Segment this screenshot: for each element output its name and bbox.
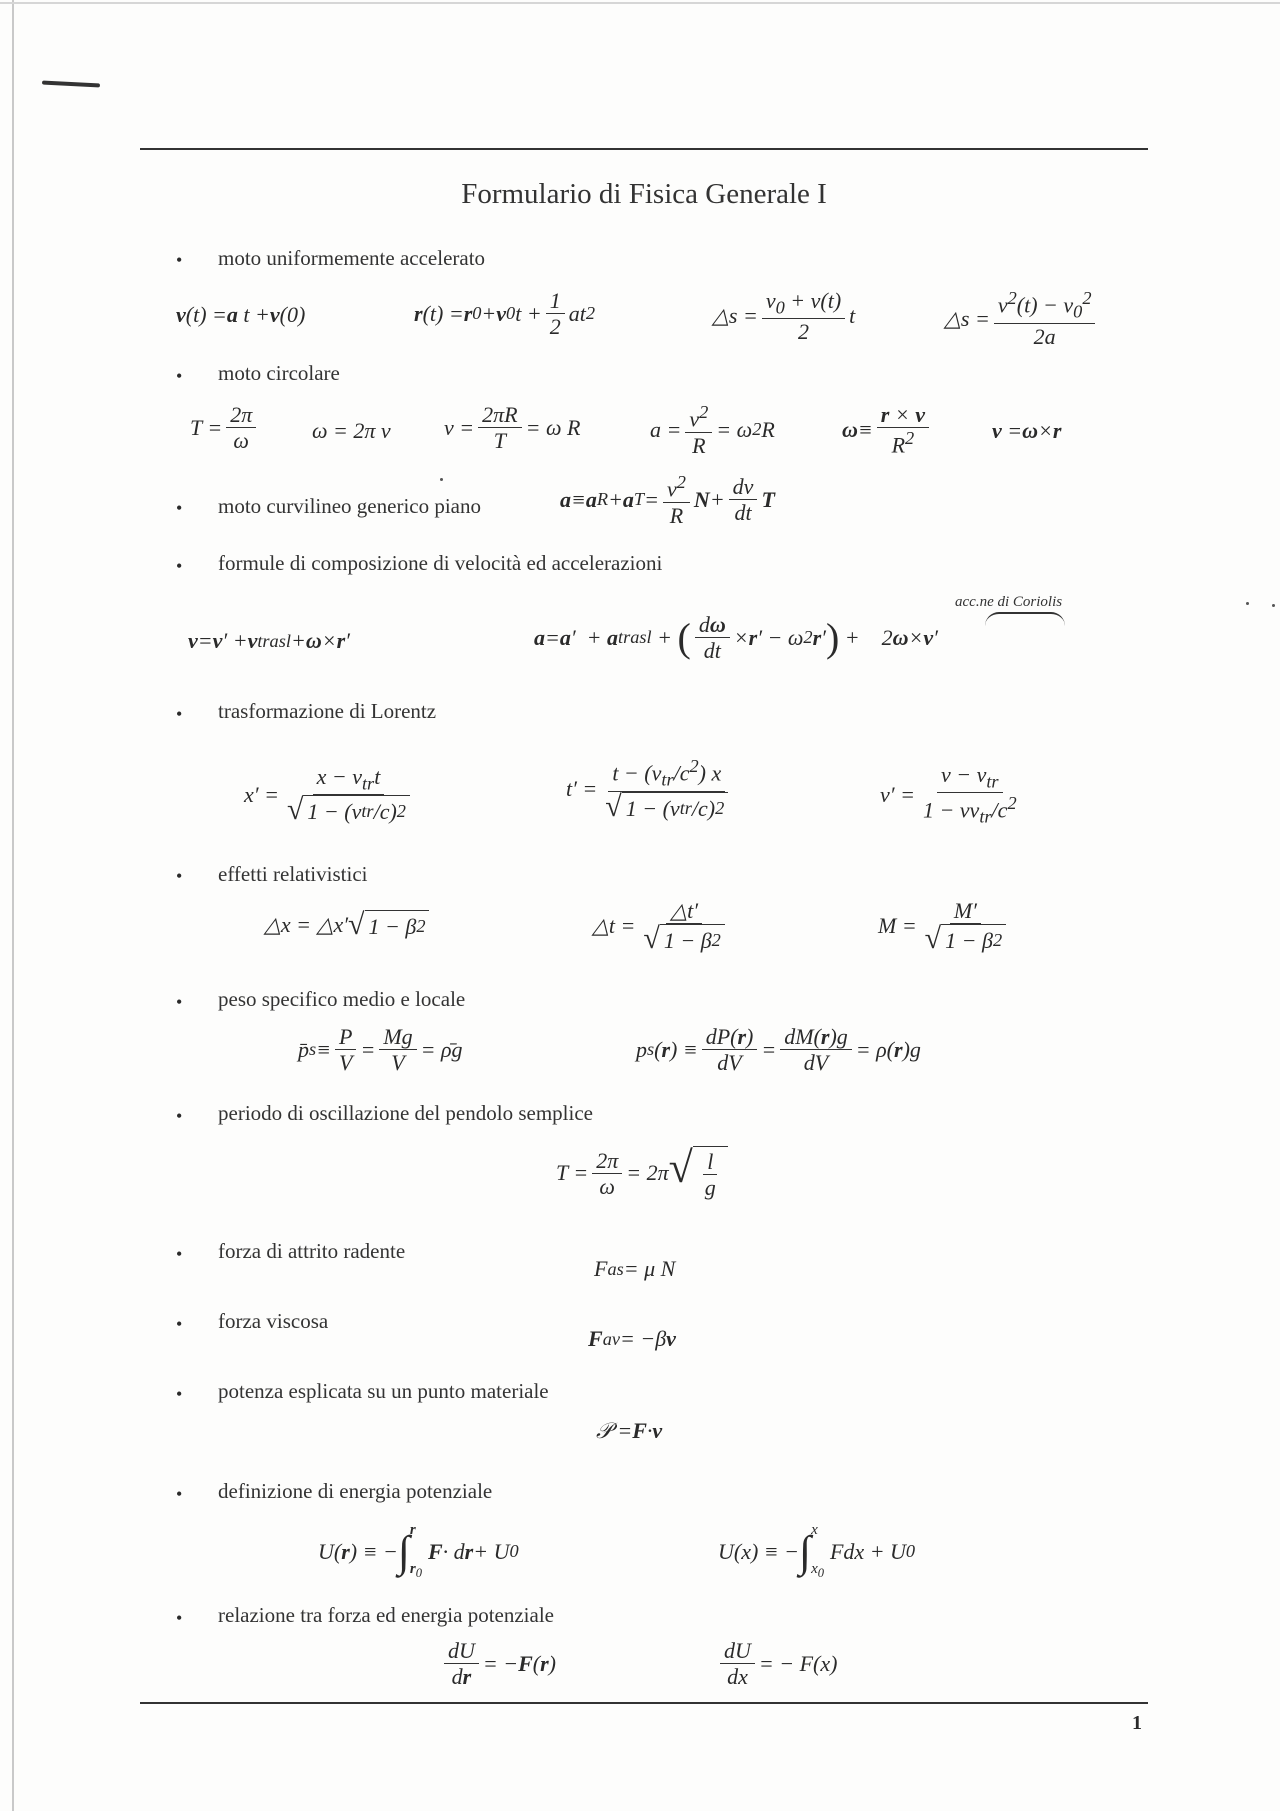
formula-power: 𝒫 = F · v — [596, 1418, 663, 1443]
coriolis-label: acc.ne di Coriolis — [955, 594, 1063, 610]
scan-speck — [440, 478, 443, 481]
scan-edge-left — [12, 0, 14, 1811]
formula-force-gradient-vector: $\frac{dU}{dr}$ = − F ( r ) — [440, 1638, 556, 1690]
bullet: • — [176, 1484, 183, 1504]
section-label: relazione tra forza ed energia potenziale — [218, 1603, 554, 1627]
section-label: formule di composizione di velocità ed accelerazioni — [218, 551, 663, 575]
formula-mean-specific-weight: p̄ s ≡ $\frac{P}{V}$ = $\frac{Mg}{V}$ = ρ̄g — [298, 1024, 463, 1076]
section-label: periodo di oscillazione del pendolo semplice — [218, 1101, 593, 1125]
section-label: potenza esplicata su un punto materiale — [218, 1379, 549, 1403]
formula-velocity-cross: v = ω × r — [992, 418, 1062, 443]
formula-lorentz-x: x′ = $x - v_{tr}t$ √ 1 − (v tr /c) 2 — [244, 764, 418, 825]
scan-edge-top — [0, 2, 1280, 4]
formula-relativistic-mass: M = M′ √ 1 − β 2 — [878, 898, 1014, 954]
formula-lorentz-t: t′ = $t - (v_{tr}/c^2)$ x √ 1 − (v tr /c) 2 — [566, 756, 736, 822]
formula-pendulum-period: T = $\frac{2\pi}{\omega}$ = 2π √ $\frac{l}{g}$ — [556, 1146, 728, 1201]
bullet: • — [176, 866, 183, 886]
bullet: • — [176, 1244, 183, 1264]
section-label: forza viscosa — [218, 1309, 329, 1333]
formula-velocity-uniform-accel: v (t) = a t + v (0) — [176, 302, 306, 327]
formula-force-gradient-scalar: $\frac{dU}{dx}$ = − F(x) — [716, 1638, 837, 1690]
formula-displacement-average: △s = $\frac{v_0 + v(t)}{2}$ t — [712, 288, 856, 345]
formula-position-uniform-accel: r (t) = r 0 + v 0 t + $\frac{1}{2}$ at 2 — [414, 288, 595, 340]
formula-centripetal-accel: a = $\frac{v^2}{R}$ = ω 2 R — [650, 402, 775, 458]
bullet: • — [176, 498, 183, 518]
section-label: effetti relativistici — [218, 862, 368, 886]
section-label: trasformazione di Lorentz — [218, 699, 437, 723]
section-label: moto circolare — [218, 361, 340, 385]
page-number: 1 — [1132, 1712, 1142, 1734]
formula-time-dilation: △t = △t′ √ 1 − β 2 — [592, 898, 733, 954]
formula-viscous-force: F av = −β v — [588, 1326, 676, 1351]
formula-velocity-composition: v = v ′ + v trasl + ω × r ′ — [188, 628, 350, 653]
formula-length-contraction: △x = △x′ √ 1 − β 2 — [264, 910, 429, 940]
section-label: peso specifico medio e locale — [218, 987, 466, 1011]
bullet: • — [176, 556, 183, 576]
formula-period: T = $\frac{2\pi}{\omega}$ — [190, 402, 260, 454]
section-label: definizione di energia potenziale — [218, 1479, 493, 1503]
bullet: • — [176, 1384, 183, 1404]
formula-sliding-friction: F as = μ N — [594, 1256, 676, 1281]
page-title: Formulario di Fisica Generale I — [461, 178, 827, 210]
bullet: • — [176, 1314, 183, 1334]
scan-speck — [1246, 602, 1249, 605]
formula-angular-velocity-vector: ω ≡ $\frac{r \times v}{R^2}$ — [842, 402, 933, 458]
formula-lorentz-v: v′ = $\frac{v - v_{tr}}{1 - vv_{tr}/c^2}$ — [880, 762, 1017, 828]
section-label: moto uniformemente accelerato — [218, 246, 486, 270]
bullet: • — [176, 366, 183, 386]
formula-displacement-squares: △s = $\frac{v^2(t) - v_0^2}{2a}$ — [944, 288, 1099, 349]
bullet: • — [176, 250, 183, 270]
formula-potential-energy-scalar: U(x) ≡ − ∫ x $x_0$ Fdx + U 0 — [718, 1522, 916, 1580]
formula-local-specific-weight: p s ( r ) ≡ $\frac{dP(r)}{dV}$ = $\frac{dM(r)g}{dV}$ = ρ( r )g — [636, 1024, 921, 1076]
top-rule — [140, 148, 1148, 150]
formula-acceleration-composition: a = a ′ + a trasl + ( $\frac{d\omega}{dt}$ × r ′ − ω 2 r ′ ) + 2 ω × v ′ — [534, 612, 938, 664]
section-label: forza di attrito radente — [218, 1239, 406, 1263]
formula-potential-energy-vector: U( r ) ≡ − ∫ r $r_0$ F · d r + U 0 — [318, 1522, 519, 1580]
formula-curvilinear-accel: a ≡ a R + a T = $\frac{v^2}{R}$ N + $\frac{dv}{dt}$ T — [560, 472, 775, 528]
pen-mark — [42, 80, 100, 87]
coriolis-brace — [985, 612, 1065, 626]
bullet: • — [176, 704, 183, 724]
bullet: • — [176, 992, 183, 1012]
formula-tangential-velocity: v = $\frac{2\pi R}{T}$ = ω R — [444, 402, 581, 454]
scan-speck — [1272, 604, 1275, 607]
section-label: moto curvilineo generico piano — [218, 494, 482, 518]
bottom-rule — [140, 1702, 1148, 1704]
bullet: • — [176, 1608, 183, 1628]
bullet: • — [176, 1106, 183, 1126]
formula-angular-frequency: ω = 2π ν — [312, 418, 391, 443]
